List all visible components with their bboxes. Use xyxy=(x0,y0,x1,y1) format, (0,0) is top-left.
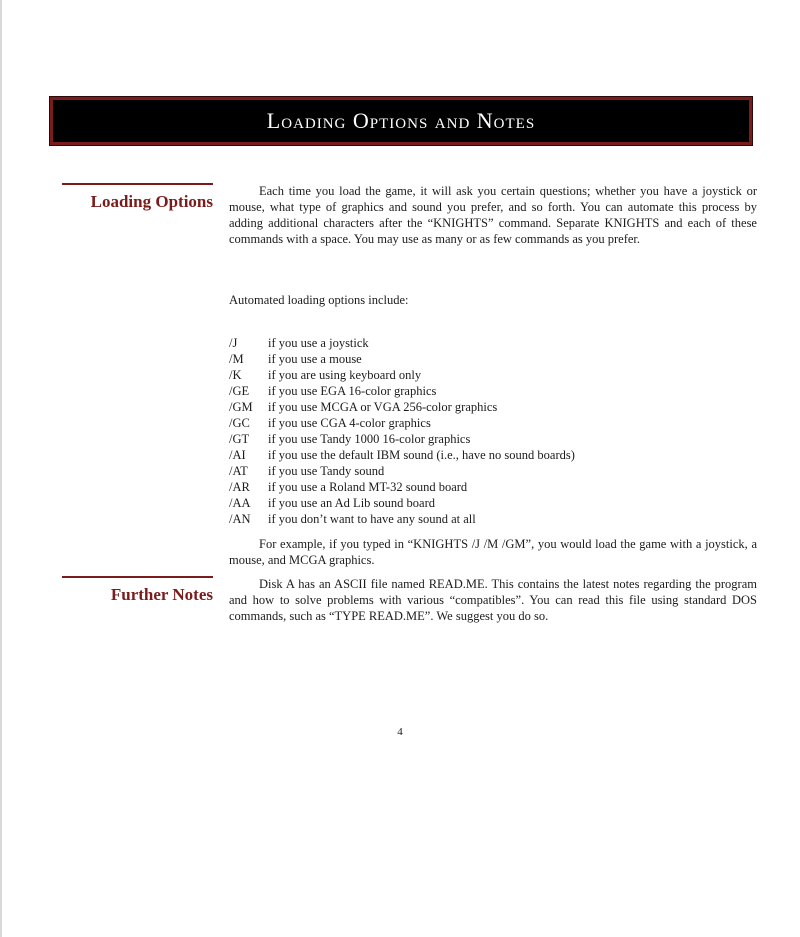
option-code: /AI xyxy=(229,448,246,462)
option-code: /AT xyxy=(229,464,248,478)
option-code: /GE xyxy=(229,384,250,398)
option-code: /M xyxy=(229,352,244,366)
option-description: if you use CGA 4-color graphics xyxy=(268,416,431,430)
list-item xyxy=(229,415,757,431)
option-description: if you use a Roland MT-32 sound board xyxy=(268,480,468,494)
list-item xyxy=(229,463,757,479)
list-item xyxy=(229,383,757,399)
page-edge xyxy=(0,0,2,937)
option-description: if you use a mouse xyxy=(268,352,362,366)
option-description: if you don’t want to have any sound at all xyxy=(268,512,476,526)
option-code: /GT xyxy=(229,432,250,446)
loading-options-intro: Each time you load the game, it will ask you certain questions; whether you have a joystick or mouse, what type of graphics and sound you prefer, and so forth. You can automate this process by adding additional characters after the “KNIGHTS” command. Separate KNIGHTS and each of these commands with a space. You may use as many or as few commands as you prefer. xyxy=(229,184,757,246)
list-item xyxy=(229,351,757,367)
option-code: /K xyxy=(229,368,242,382)
page-title: Loading Options and Notes xyxy=(266,108,536,133)
further-notes-body: Disk A has an ASCII file named READ.ME. This contains the latest notes regarding the program and how to solve problems with various “compatibles”. You can read this file using standard DOS commands, such as “TYPE READ.ME”. We suggest you do so. xyxy=(229,577,757,623)
option-description: if you use EGA 16-color graphics xyxy=(268,384,437,398)
options-list-intro: Automated loading options include: xyxy=(229,293,409,307)
option-description: if you use Tandy sound xyxy=(268,464,385,478)
option-code: /AN xyxy=(229,512,251,526)
option-description: if you use Tandy 1000 16-color graphics xyxy=(268,432,471,446)
option-code: /AR xyxy=(229,480,250,494)
list-item xyxy=(229,335,757,351)
option-code: /GM xyxy=(229,400,253,414)
option-description: if you use the default IBM sound (i.e., have no sound boards) xyxy=(268,448,575,462)
option-code: /J xyxy=(229,336,238,350)
option-description: if you use MCGA or VGA 256-color graphics xyxy=(268,400,498,414)
list-item xyxy=(229,479,757,495)
further-notes-heading: Further Notes xyxy=(110,585,213,604)
list-item xyxy=(229,511,757,527)
list-item xyxy=(229,495,757,511)
page-number: 4 xyxy=(397,726,403,738)
further-notes-rule xyxy=(62,576,213,578)
loading-options-rule xyxy=(62,183,213,185)
loading-options-list xyxy=(229,335,757,527)
option-description: if you are using keyboard only xyxy=(268,368,422,382)
list-item xyxy=(229,399,757,415)
option-code: /GC xyxy=(229,416,250,430)
option-description: if you use a joystick xyxy=(268,336,369,350)
list-item xyxy=(229,447,757,463)
option-description: if you use an Ad Lib sound board xyxy=(268,496,435,510)
loading-example: For example, if you typed in “KNIGHTS /J /M /GM”, you would load the game with a joystick, a mouse, and MCGA graphics. xyxy=(229,537,757,567)
title-banner xyxy=(50,97,752,145)
option-code: /AA xyxy=(229,496,251,510)
list-item xyxy=(229,367,757,383)
list-item xyxy=(229,431,757,447)
loading-options-heading: Loading Options xyxy=(90,192,213,211)
